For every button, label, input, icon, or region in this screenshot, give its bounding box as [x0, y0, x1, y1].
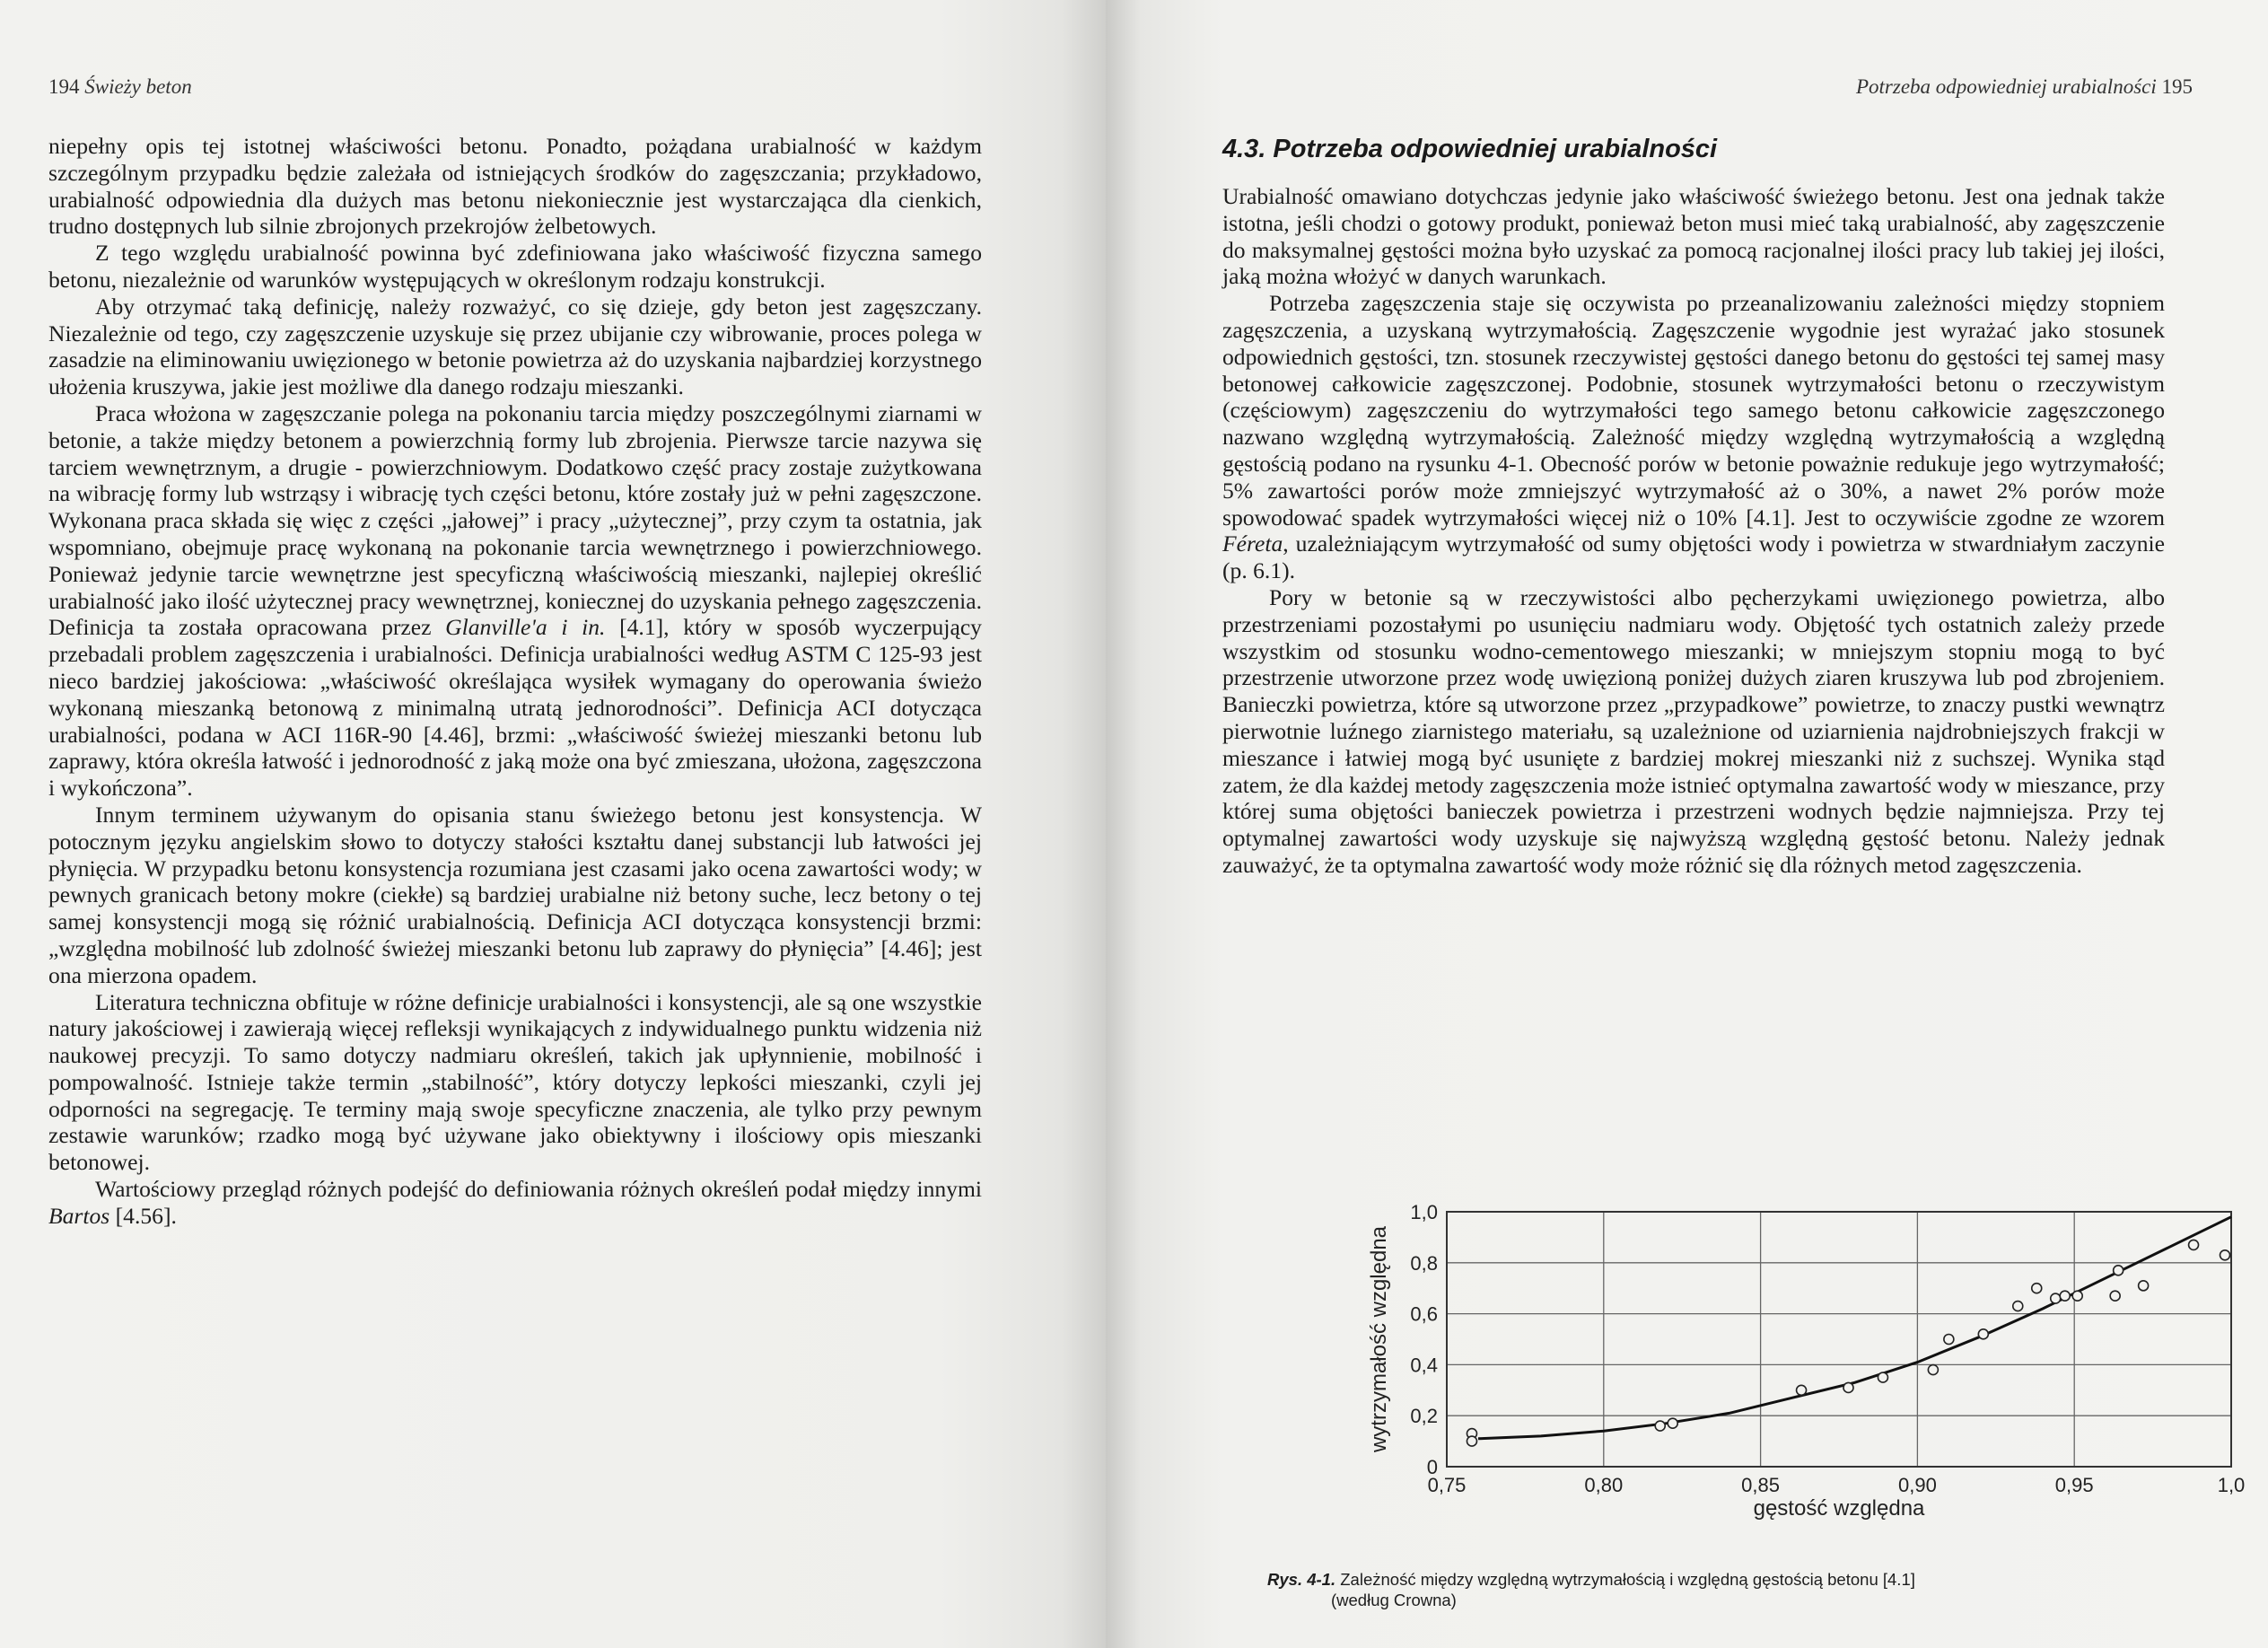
y-tick-label: 0,8 — [1410, 1251, 1438, 1275]
data-point — [1467, 1436, 1476, 1446]
data-point — [2051, 1293, 2061, 1303]
x-tick-label: 0,85 — [1741, 1474, 1781, 1496]
x-tick-label: 0,80 — [1584, 1474, 1624, 1496]
x-tick-label: 0,95 — [2054, 1474, 2094, 1496]
data-point — [1797, 1385, 1807, 1395]
data-point — [2032, 1284, 2042, 1293]
paragraph — [48, 802, 982, 989]
plot-frame — [1447, 1212, 2231, 1467]
paragraph-text: Pory w betonie są w rzeczywistości albo pęcherzykami uwięzionego powietrza, albo przestrzeniami pozostałymi po usunięciu nadmiaru wody. Objętość tych ostatnich zależy przede wszystkim od stosunku wodno-cementowego mieszanki; w mniejszym stopniu mogą to być przestrzenie utworzone przez wodę uwięzioną poniżej dużych ziaren kruszywa lub pod zbrojeniem. Banieczki powietrza, które są utworzone przez „przypadkowe” powietrze, to znaczy pustki wewnątrz pierwotnie luźnego ziarnistego materiału, są uzależnione od uziarnienia najdrobniejszych frakcji w mieszance i łatwiej mogą być usunięte z bardziej mokrej mieszanki niż z suchszej. Wynika stąd zatem, że dla każdej metody zagęszczenia może istnieć optymalna zawartość wody w mieszance, przy której suma objętości banieczek powietrza i przestrzeni wodnych będzie najmniejsza. Przy tej optymalnej zawartości wody uzyskuje się najwyższą względną gęstość betonu. Należy jednak zauważyć, że ta optymalna zawartość wody może różnić się dla różnych metod zagęszczenia. — [1222, 583, 2165, 878]
paragraph — [48, 294, 982, 400]
citation-name: Féreta — [1222, 530, 1283, 557]
paragraph-text: [4.1], który w sposób wyczerpujący przebadali problem zagęszczenia i urabialności. Definicja urabialności według ASTM C 125-93 jest nieco bardziej jakościowa: „właściwość określająca wysiłek wymagany do operowania świeżo wykonaną mieszanką betonową z minimalną utratą jednorodności”. Definicja ACI dotycząca urabialności, podana w ACI 116R-90 [4.46], brzmi: „właściwość świeżej mieszanki betonu lub zaprawy, która określa łatwość i jednorodność z jaką może ona być zmieszana, ułożona, zagęszczona i wykończona”. — [48, 614, 982, 802]
data-point — [1944, 1335, 1954, 1345]
x-tick-label: 0,75 — [1427, 1474, 1467, 1496]
data-point — [1843, 1382, 1853, 1392]
left-running-head — [48, 75, 192, 99]
right-body-text — [1222, 183, 2165, 879]
data-point — [2110, 1291, 2120, 1301]
caption-text-2: (według Crowna) — [1331, 1591, 1457, 1609]
paragraph — [1222, 290, 2165, 584]
data-point — [2189, 1240, 2199, 1249]
y-tick-label: 0,4 — [1410, 1354, 1438, 1377]
paragraph — [1222, 584, 2165, 879]
paragraph — [48, 1176, 982, 1230]
paragraph — [48, 400, 982, 802]
data-point — [2072, 1291, 2082, 1301]
x-tick-label: 1,0 — [2217, 1474, 2246, 1496]
data-point — [1668, 1418, 1677, 1428]
x-tick-label: 0,90 — [1897, 1474, 1937, 1496]
right-page-number: 195 — [2161, 75, 2193, 98]
caption-label: Rys. 4-1. — [1267, 1570, 1336, 1589]
data-point — [1978, 1329, 1988, 1339]
right-running-head — [1856, 75, 2193, 99]
left-page — [0, 0, 1106, 1648]
data-point — [2013, 1302, 2023, 1311]
figure-caption — [1267, 1569, 2165, 1610]
data-point — [2114, 1266, 2124, 1275]
paragraph-text: Wartościowy przegląd różnych podejść do definiowania różnych określeń podał między innymi — [95, 1176, 982, 1203]
paragraph — [1222, 183, 2165, 290]
paragraph — [48, 240, 982, 294]
left-running-title: Świeży beton — [84, 75, 192, 98]
paragraph — [48, 989, 982, 1177]
paragraph-text: niepełny opis tej istotnej właściwości betonu. Ponadto, pożądana urabialność w każdym szczególnym przypadku będzie zależała od istniejących środków do zagęszczania; przykładowo, urabialność odpowiednia dla dużych mas betonu niekoniecznie jest wystarczająca dla cienkich, trudno dostępnych lub silnie zbrojonych przekrojów żelbetowych. — [48, 133, 982, 240]
paragraph-text: , uzależniającym wytrzymałość od sumy objętości wody i powietrza w stwardniałym zaczynie (p. 6.1). — [1222, 530, 2165, 584]
citation-name: Bartos — [48, 1202, 110, 1229]
y-tick-label: 0 — [1426, 1456, 1438, 1478]
paragraph-text: Potrzeba zagęszczenia staje się oczywista po przeanalizowaniu zależności między stopniem zagęszczenia, a uzyskaną wytrzymałością. Zagęszczenie wygodnie jest wyrażać jako stosunek odpowiednich gęstości, tzn. stosunek rzeczywistej gęstości danego betonu do gęstości tej samej masy betonowej całkowicie zagęszczonej. Podobnie, stosunek wytrzymałości betonu o rzeczywistym (częściowym) zagęszczeniu do wytrzymałości tego samego betonu całkowicie zagęszczonego nazwano względną wytrzymałością. Zależność między względną wytrzymałością a względną gęstością podano na rysunku 4-1. Obecność porów w betonie poważnie redukuje jego wytrzymałość; 5% zawartości porów może zmniejszyć wytrzymałość aż o 30%, a nawet 2% porów może spowodować spadek wytrzymałości więcej niż o 10% [4.1]. Jest to oczywiście zgodne ze wzorem — [1222, 290, 2165, 530]
paragraph-text: [4.56]. — [109, 1202, 177, 1229]
left-page-number: 194 — [48, 75, 80, 98]
data-point — [1655, 1421, 1665, 1431]
caption-text: Zależność między względną wytrzymałością i względną gęstością betonu [4.1] — [1340, 1570, 1915, 1589]
chart-svg — [1323, 1203, 2256, 1544]
paragraph-text: Innym terminem używanym do opisania stanu świeżego betonu jest konsystencja. W potocznym języku angielskim słowo to dotyczy stałości kształtu danej substancji lub łatwości jej płynięcia. W przypadku betonu konsystencja rozumiana jest czasami jako ocena zawartości wody; w pewnych granicach betony mokre (ciekłe) są bardziej urabialne niż betony suche, lecz betony o tej samej konsystencji mogą się różnić urabialnością. Definicja ACI dotycząca konsystencji brzmi: „względna mobilność lub zdolność świeżej mieszanki betonu lub zaprawy do płynięcia” [4.46]; jest ona mierzona opadem. — [48, 801, 982, 988]
right-running-title: Potrzeba odpowiedniej urabialności — [1855, 75, 2157, 98]
data-point — [1928, 1365, 1938, 1375]
data-point — [2220, 1250, 2230, 1260]
paragraph-text: Z tego względu urabialność powinna być zdefiniowana jako właściwość fizyczna samego betonu, niezależnie od warunków występujących w określonym rodzaju konstrukcji. — [48, 240, 982, 293]
x-axis-title: gęstość względna — [1753, 1496, 1925, 1521]
y-tick-label: 0,2 — [1410, 1405, 1438, 1428]
right-page — [1106, 0, 2268, 1648]
data-point — [1878, 1372, 1887, 1382]
y-axis-title: wytrzymałość względna — [1367, 1225, 1391, 1453]
paragraph-text: Literatura techniczna obfituje w różne definicje urabialności i konsystencji, ale są one wszystkie natury jakościowej i zawierają więcej refleksji wynikających z indywidualnego punktu widzenia niż naukowej precyzji. To samo dotyczy nadmiaru określeń, takich jak upłynnienie, mobilność i pompowalność. Istnieje także termin „stabilność”, który dotyczy lepkości mieszanki, czyli jej odporności na segregację. Te terminy mają swoje specyficzne znaczenia, ale tylko przy pewnym zestawie warunków; rzadko mogą być używane jako obiektywny i ilościowy opis mieszanki betonowej. — [48, 988, 982, 1176]
paragraph-text: Praca włożona w zagęszczanie polega na pokonaniu tarcia między poszczególnymi ziarnami w betonie, a także między betonem a powierzchnią formy lub zbrojenia. Pierwsze tarcie nazywa się tarciem wewnętrznym, a drugie - powierzchniowym. Dodatkowo część pracy zostaje zużytkowana na wibrację formy lub wstrząsy i wibrację tych części betonu, które zostały już w pełni zagęszczone. Wykonana praca składa się więc z części „jałowej” i pracy „użytecznej”, przy czym ta ostatnia, jak wspomniano, obejmuje pracę wykonaną na pokonanie tarcia wewnętrznego i powierzchniowego. Ponieważ jedynie tarcie wewnętrzne jest specyficzną właściwością mieszanki, najlepiej określić urabialność jako ilość użytecznej pracy wewnętrznej, koniecznej do uzyskania pełnego zagęszczenia. Definicja ta została opracowana przez — [48, 399, 982, 641]
citation-name: Glanville'a i in. — [445, 614, 606, 641]
data-point — [2139, 1281, 2149, 1291]
y-tick-label: 1,0 — [1410, 1203, 1438, 1223]
paragraph — [48, 133, 982, 240]
data-point — [2060, 1291, 2070, 1301]
figure-4-1 — [1323, 1203, 2256, 1544]
paragraph-text: Aby otrzymać taką definicję, należy rozważyć, co się dzieje, gdy beton jest zagęszczany. Niezależnie od tego, czy zagęszczenie uzyskuje się przez ubijanie czy wibrowanie, proces polega w zasadzie na eliminowaniu uwięzionego w betonie powietrza aż do uzyskania najbardziej korzystnego ułożenia kruszywa, jakie jest możliwe dla danego rodzaju mieszanki. — [48, 293, 982, 400]
section-title: 4.3. Potrzeba odpowiedniej urabialności — [1222, 135, 1718, 163]
paragraph-text: Urabialność omawiano dotychczas jedynie jako właściwość świeżego betonu. Jest ona jednak także istotna, jeśli chodzi o gotowy produkt, ponieważ beton musi mieć taką urabialność, aby zagęszczenie do maksymalnej gęstości można było uzyskać za pomocą racjonalnej ilości pracy lub takiej jej ilości, jaką można włożyć w danych warunkach. — [1222, 183, 2165, 290]
fit-curve — [1478, 1217, 2231, 1439]
y-tick-label: 0,6 — [1410, 1302, 1438, 1326]
left-body-text — [48, 133, 982, 1230]
